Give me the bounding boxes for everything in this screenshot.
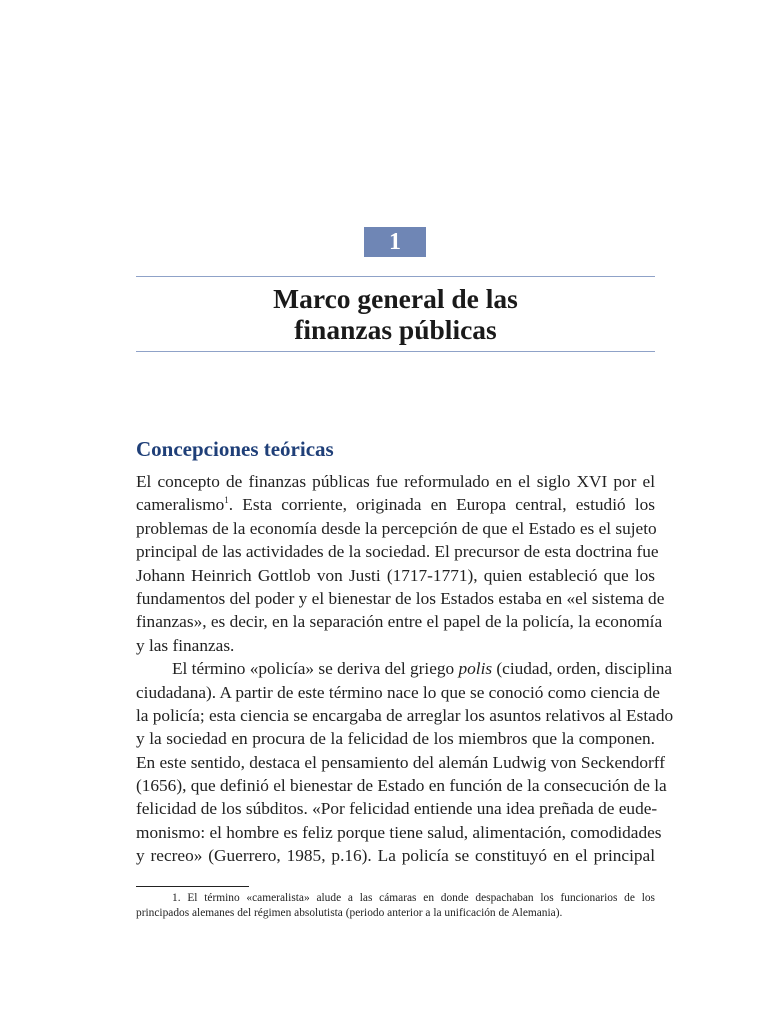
body-line: (1656), que definió el bienestar de Estado en función de la consecución de la — [136, 776, 667, 796]
body-line: la policía; esta ciencia se encargaba de arreglar los asuntos relativos al Estado — [136, 705, 674, 725]
body-line: principal de las actividades de la sociedad. El precursor de esta doctrina fue — [136, 542, 659, 562]
body-line: Johann Heinrich Gottlob von Justi (1717-1771), quien estableció que los — [136, 565, 655, 585]
body-line — [136, 868, 655, 891]
chapter-title-line-1: Marco general de las — [273, 283, 518, 314]
chapter-title — [136, 283, 655, 345]
title-bottom-rule — [136, 351, 655, 352]
italic-term: polis — [458, 659, 493, 679]
body-line: En este sentido, destaca el pensamiento del alemán Ludwig von Seckendorff — [136, 752, 665, 772]
body-line: finanzas», es decir, en la separación entre el papel de la policía, la economía — [136, 612, 663, 632]
body-line: felicidad de los súbditos. «Por felicidad entiende una idea preñada de eude- — [136, 799, 658, 819]
body-line: y recreo» (Guerrero, 1985, p.16). La policía se constituyó en el principal — [136, 846, 655, 866]
body-line: y las finanzas. — [136, 635, 235, 655]
footnote-marker: 1 — [224, 495, 229, 506]
footnote-line: 1. El término «cameralista» alude a las cámaras en donde despachaban los funcionarios de los — [172, 892, 655, 904]
body-line: y la sociedad en procura de la felicidad de los miembros que la componen. — [136, 729, 655, 749]
body-line: ciudadana). A partir de este término nace lo que se conoció como ciencia de — [136, 682, 660, 702]
body-line-part: . Esta corriente, originada en Europa central, estudió los — [228, 495, 655, 515]
body-line — [136, 657, 673, 680]
footnote-separator — [136, 886, 249, 887]
body-line: fundamentos del poder y el bienestar de los Estados estaba en «el sistema de — [136, 588, 665, 608]
body-line: problemas de la economía desde la percepción de que el Estado es el sujeto — [136, 518, 657, 538]
footnote — [136, 891, 655, 921]
title-top-rule — [136, 276, 655, 277]
body-line: El concepto de finanzas públicas fue reformulado en el siglo XVI por el — [136, 472, 655, 491]
body-line: monismo: el hombre es feliz porque tiene salud, alimentación, comodidades — [136, 822, 662, 842]
body-line-part: El término «policía» se deriva del griego — [172, 659, 459, 679]
footnote-line: principados alemanes del régimen absolutista (periodo anterior a la unificación de Alemania). — [136, 907, 563, 919]
section-heading: Concepciones teóricas — [136, 437, 334, 461]
body-line — [136, 493, 655, 516]
body-line-part: (ciudad, orden, disciplina — [492, 659, 673, 679]
chapter-number-badge: 1 — [364, 227, 426, 257]
chapter-title-line-2: finanzas públicas — [294, 314, 497, 345]
body-text — [136, 470, 674, 891]
body-line-part: cameralismo — [136, 495, 225, 515]
